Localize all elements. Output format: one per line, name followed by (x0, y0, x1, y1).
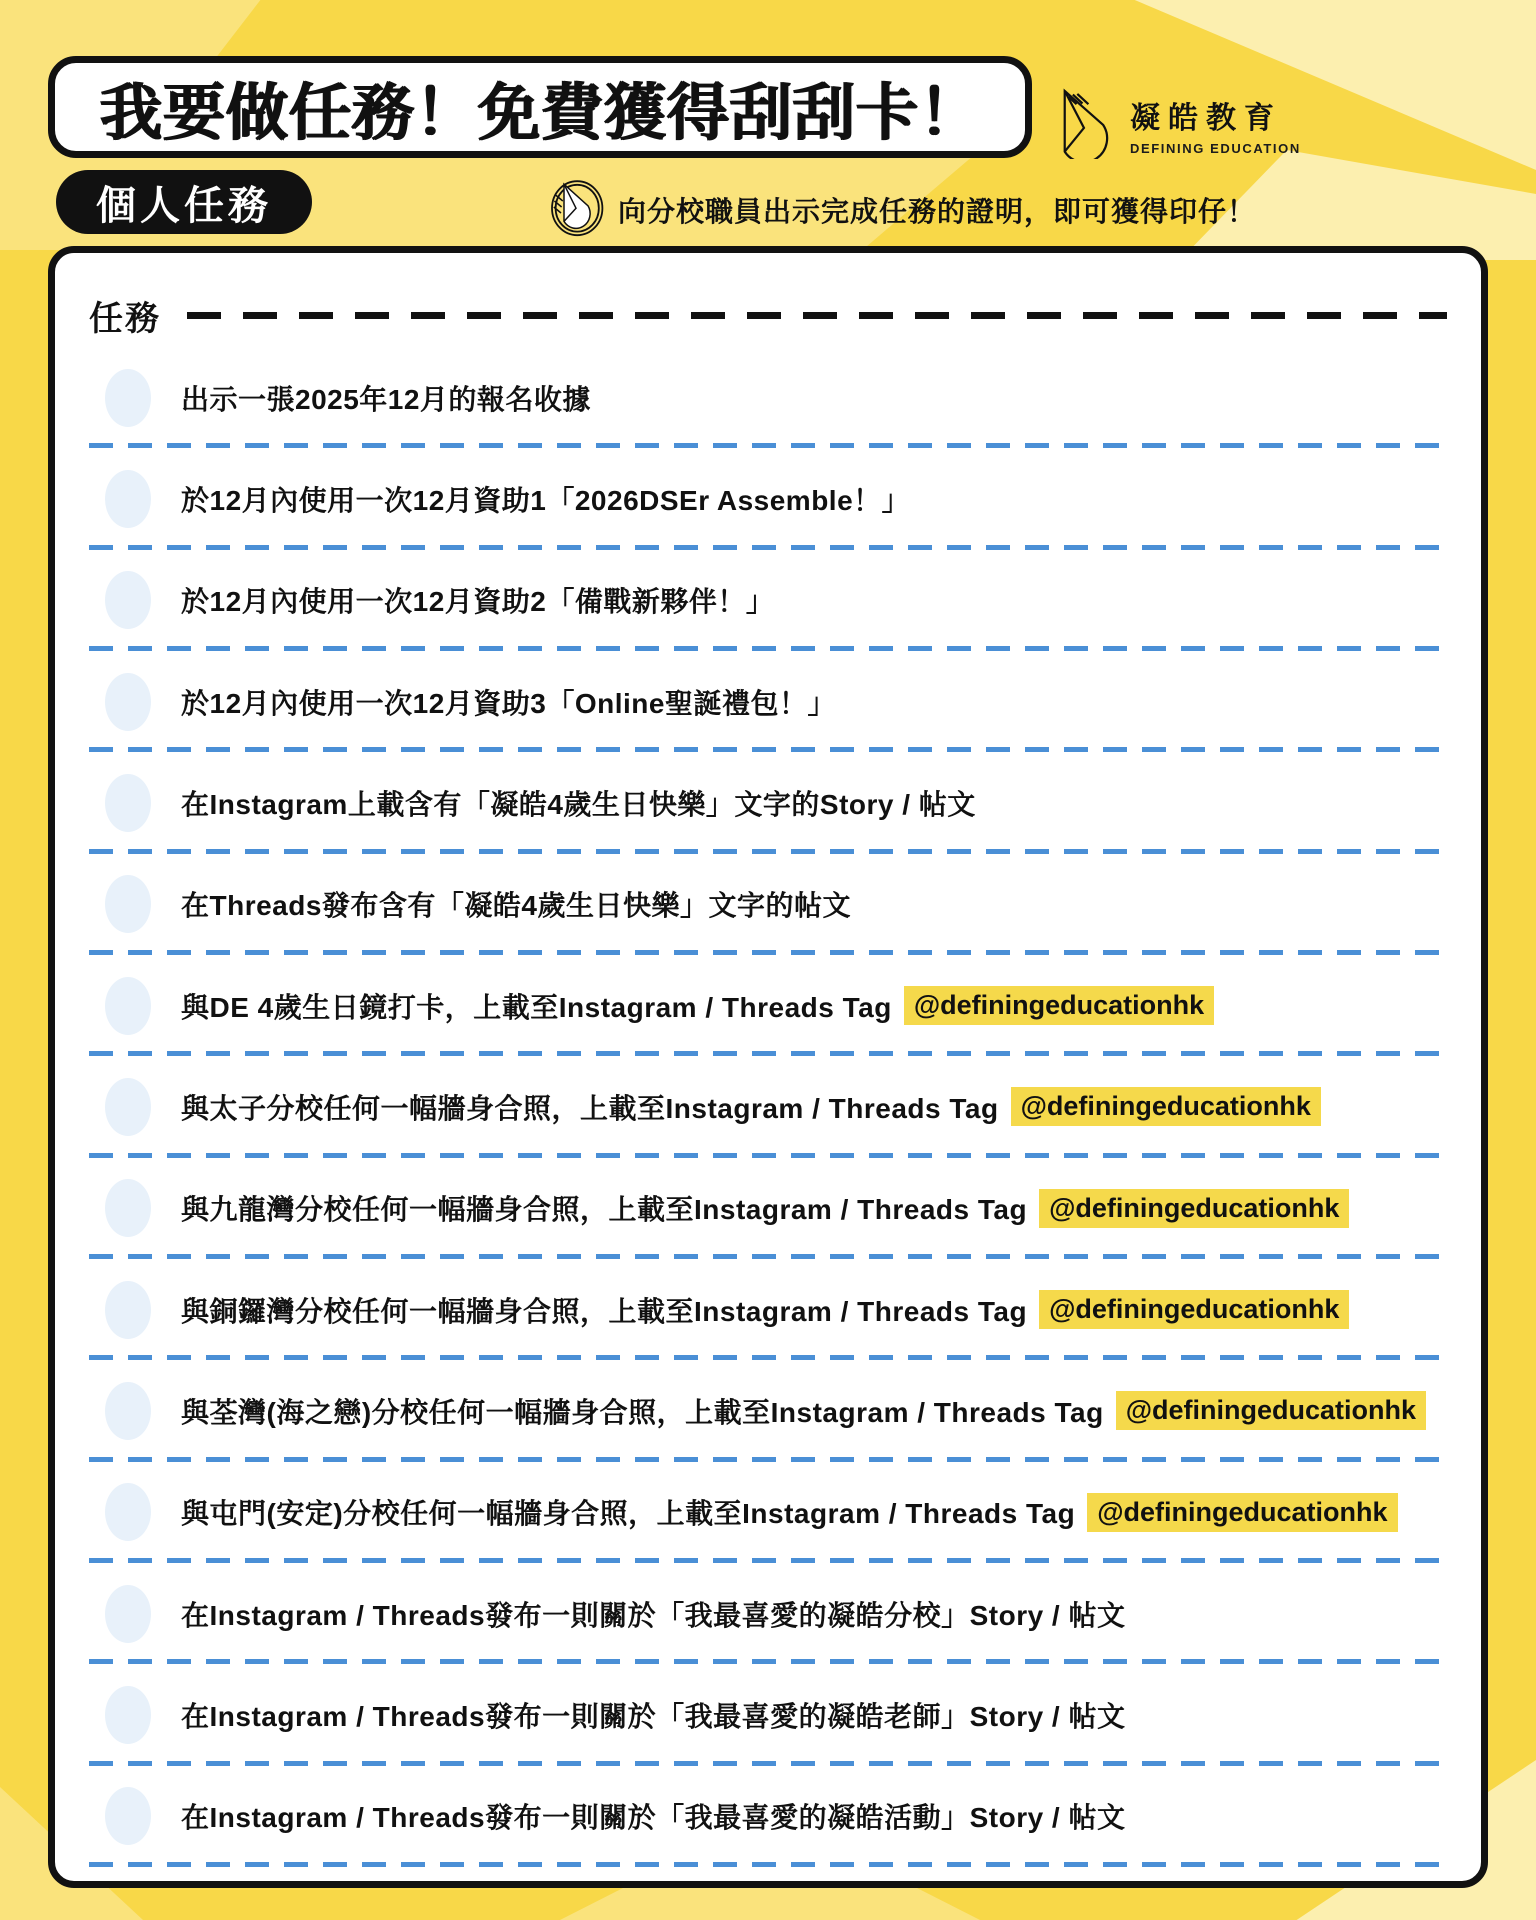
poster-title-box (48, 56, 1032, 158)
background-shape (560, 1888, 980, 1920)
task-text: 與屯門(安定)分校任何一幅牆身合照，上載至Instagram / Threads Tag (181, 1498, 1076, 1530)
brand-name-zh: 凝皓教育 (1130, 101, 1282, 135)
task-tag-highlight: @definingeducationhk (1116, 1391, 1426, 1430)
task-text: 在Instagram / Threads發布一則關於「我最喜愛的凝皓活動」Story / 帖文 (181, 1802, 1126, 1834)
brand-logo (1044, 76, 1301, 172)
task-row (89, 651, 1447, 752)
task-tag-highlight: @definingeducationhk (904, 986, 1214, 1025)
task-row (89, 347, 1447, 448)
task-row (89, 955, 1447, 1056)
task-checkbox (105, 1382, 151, 1440)
task-row (89, 1360, 1447, 1461)
task-text: 與銅鑼灣分校任何一幅牆身合照，上載至Instagram / Threads Tag (181, 1295, 1028, 1327)
task-checkbox (105, 673, 151, 731)
task-text: 與荃灣(海之戀)分校任何一幅牆身合照，上載至Instagram / Threads Tag (181, 1396, 1104, 1428)
task-checkbox (105, 1585, 151, 1643)
task-text: 與九龍灣分校任何一幅牆身合照，上載至Instagram / Threads Tag (181, 1194, 1028, 1226)
task-row (89, 854, 1447, 955)
task-row (89, 1158, 1447, 1259)
task-tag-highlight: @definingeducationhk (1039, 1189, 1349, 1228)
task-checkbox (105, 1179, 151, 1237)
poster-title: 我要做任務！免費獲得刮刮卡！ (98, 78, 981, 148)
task-row (89, 1664, 1447, 1765)
task-text: 與DE 4歲生日鏡打卡，上載至Instagram / Threads Tag (181, 991, 892, 1023)
task-checkbox (105, 571, 151, 629)
task-checkbox (105, 1787, 151, 1845)
task-checkbox (105, 470, 151, 528)
instruction-row (546, 180, 1256, 240)
personal-tasks-badge (56, 170, 312, 234)
task-text: 於12月內使用一次12月資助1「2026DSEr Assemble！」 (181, 484, 911, 516)
task-panel-header (89, 283, 1447, 347)
brand-text (1130, 93, 1301, 156)
task-checkbox (105, 1078, 151, 1136)
task-checkbox (105, 977, 151, 1035)
task-row (89, 1462, 1447, 1563)
task-text: 在Instagram / Threads發布一則關於「我最喜愛的凝皓分校」Story / 帖文 (181, 1599, 1126, 1631)
task-row (89, 752, 1447, 853)
task-text: 在Threads發布含有「凝皓4歲生日快樂」文字的帖文 (181, 890, 851, 922)
task-row (89, 448, 1447, 549)
task-list (89, 347, 1447, 1867)
task-row (89, 1766, 1447, 1867)
personal-tasks-badge-label: 個人任務 (96, 183, 272, 228)
task-text: 在Instagram上載含有「凝皓4歲生日快樂」文字的Story / 帖文 (181, 788, 976, 820)
task-checkbox (105, 1686, 151, 1744)
task-text: 在Instagram / Threads發布一則關於「我最喜愛的凝皓老師」Story / 帖文 (181, 1700, 1126, 1732)
task-checkbox (105, 875, 151, 933)
task-checkbox (105, 369, 151, 427)
task-panel (48, 246, 1488, 1888)
instruction-text: 向分校職員出示完成任務的證明，即可獲得印仔！ (618, 196, 1257, 227)
task-tag-highlight: @definingeducationhk (1011, 1087, 1321, 1126)
task-text: 於12月內使用一次12月資助2「備戰新夥伴！」 (181, 586, 775, 618)
task-row (89, 1563, 1447, 1664)
task-row (89, 550, 1447, 651)
stamp-icon (546, 177, 606, 244)
task-text: 於12月內使用一次12月資助3「Online聖誕禮包！」 (181, 687, 836, 719)
brand-name-en: DEFINING EDUCATION (1130, 140, 1301, 156)
task-checkbox (105, 1483, 151, 1541)
row-separator (89, 1862, 1447, 1867)
task-panel-header-label: 任務 (89, 299, 161, 338)
task-text: 與太子分校任何一幅牆身合照，上載至Instagram / Threads Tag (181, 1092, 999, 1124)
task-tag-highlight: @definingeducationhk (1039, 1290, 1349, 1329)
task-tag-highlight: @definingeducationhk (1087, 1493, 1397, 1532)
task-row (89, 1056, 1447, 1157)
task-row (89, 1259, 1447, 1360)
paper-plane-logo-icon (1044, 85, 1118, 164)
task-text: 出示一張2025年12月的報名收據 (181, 383, 591, 415)
task-checkbox (105, 1281, 151, 1339)
header-dashed-line (187, 312, 1447, 319)
task-checkbox (105, 774, 151, 832)
